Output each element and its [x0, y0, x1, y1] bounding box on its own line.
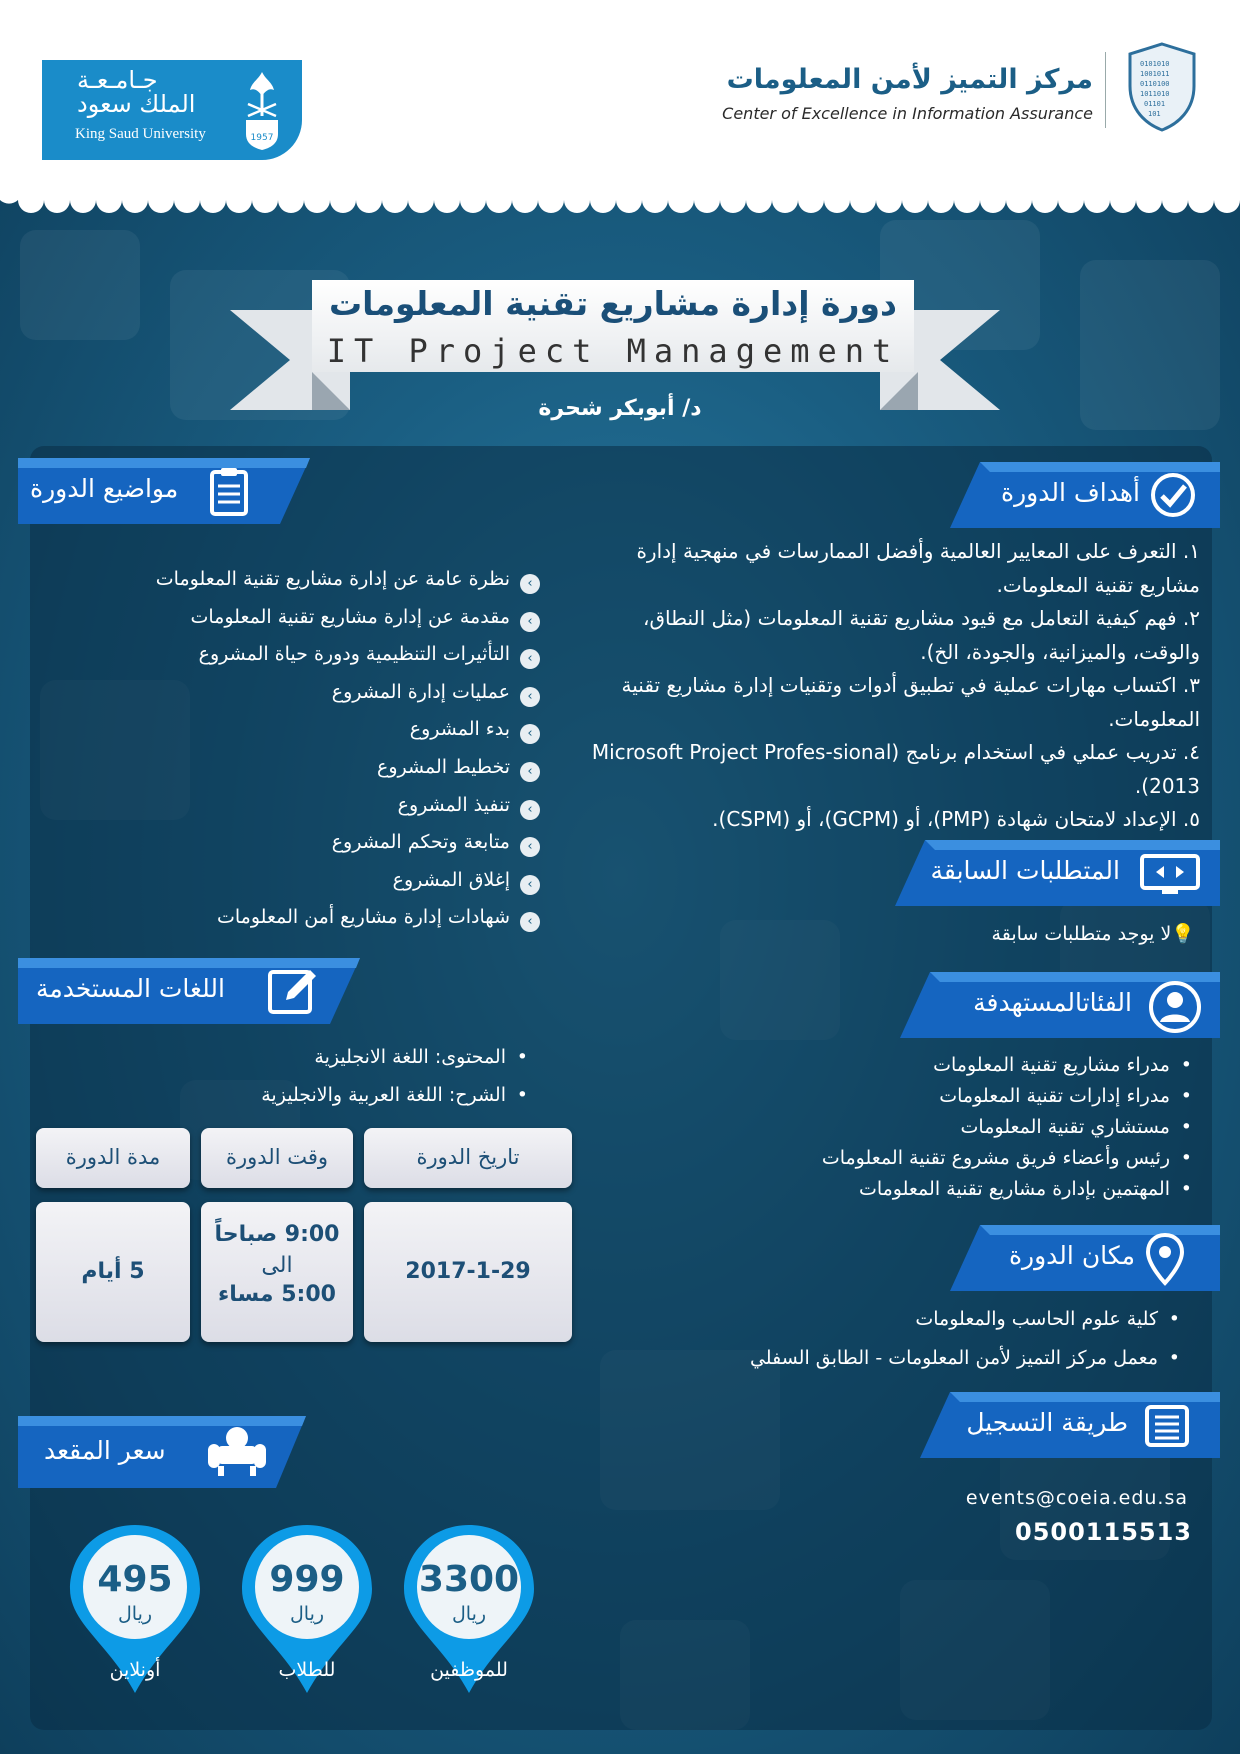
goal-item: ١. التعرف على المعايير العالمية وأفضل الممارسات في منهجية إدارة مشاريع تقنية المعلومات.	[636, 539, 1200, 597]
coe-name-en: Center of Excellence in Information Assurance	[722, 104, 1093, 123]
ksu-logo-en: King Saud University	[75, 126, 206, 142]
topic-item	[40, 794, 540, 832]
ksu-logo-ar2: الملك سعود	[77, 90, 196, 118]
time-value	[201, 1202, 353, 1342]
audience-heading-tag	[900, 972, 1220, 1038]
topic-item	[40, 643, 540, 681]
location-list	[620, 1308, 1180, 1386]
edit-icon	[266, 964, 320, 1018]
topic-label: عمليات إدارة المشروع	[331, 680, 510, 703]
languages-heading: اللغات المستخدمة	[36, 974, 225, 1003]
svg-text:0101010: 0101010	[1140, 60, 1170, 68]
price-pin-online	[68, 1523, 202, 1703]
chevron-right-icon: ›	[520, 649, 540, 669]
goals-heading: أهداف الدورة	[1001, 478, 1140, 507]
price-currency: ريال	[451, 1603, 487, 1625]
price-value: 495	[97, 1559, 173, 1600]
ksu-emblem-icon	[242, 68, 282, 152]
topic-label: مقدمة عن إدارة مشاريع تقنية المعلومات	[190, 605, 510, 628]
chevron-right-icon: ›	[520, 724, 540, 744]
svg-text:1001011: 1001011	[1140, 70, 1170, 78]
course-title-en: IT Project Management	[326, 332, 900, 370]
goals-heading-tag	[950, 462, 1220, 528]
topic-label: تنفيذ المشروع	[397, 793, 510, 816]
audience-item: • مدراء مشاريع تقنية المعلومات	[632, 1054, 1192, 1085]
topic-label: نظرة عامة عن إدارة مشاريع تقنية المعلومات	[155, 568, 510, 590]
svg-text:101: 101	[1148, 110, 1161, 118]
prerequisites-heading-tag	[895, 840, 1220, 906]
language-item: • الشرح: اللغة العربية والانجليزية	[68, 1084, 528, 1122]
topic-label: إغلاق المشروع	[392, 868, 510, 891]
topic-item	[40, 718, 540, 756]
chevron-right-icon: ›	[520, 687, 540, 707]
topic-item	[40, 568, 540, 606]
topic-item	[40, 606, 540, 644]
chevron-right-icon: ›	[520, 912, 540, 932]
armchair-icon	[204, 1424, 270, 1480]
prerequisites-text	[840, 922, 1195, 945]
languages-heading-tag	[18, 958, 360, 1024]
chevron-right-icon: ›	[520, 837, 540, 857]
price-label: للطلاب	[278, 1659, 336, 1681]
divider	[1105, 52, 1106, 128]
coe-name-ar: مركز التميز لأمن المعلومات	[726, 64, 1093, 95]
instructor-name: د/ أبوبكر شحرة	[538, 396, 702, 421]
screen-arrows-icon	[1138, 852, 1202, 896]
time-header: وقت الدورة	[201, 1128, 353, 1188]
goal-item: ٢. فهم كيفية التعامل مع قيود مشاريع تقنية المعلومات (مثل النطاق، والوقت، والميزانية، والجودة، الخ).	[643, 606, 1200, 664]
languages-list	[68, 1046, 528, 1122]
audience-heading: الفئاتالمستهدفة	[973, 988, 1132, 1017]
time-start: 9:00 صباحاً	[214, 1222, 340, 1247]
date-value: 2017-1-29	[364, 1202, 572, 1342]
check-circle-icon	[1150, 472, 1196, 518]
shield-icon	[1122, 40, 1202, 134]
location-heading: مكان الدورة	[1008, 1241, 1135, 1270]
chevron-right-icon: ›	[520, 612, 540, 632]
time-to: الى	[261, 1253, 293, 1278]
price-value: 3300	[418, 1559, 520, 1600]
location-pin-icon	[1144, 1231, 1186, 1287]
topic-item	[40, 681, 540, 719]
topic-label: بدء المشروع	[409, 718, 510, 741]
topics-list	[40, 568, 540, 944]
price-label: للموظفين	[430, 1659, 508, 1681]
registration-heading: طريقة التسجيل	[966, 1408, 1128, 1437]
price-currency: ريال	[289, 1603, 325, 1625]
topic-label: شهادات إدارة مشاريع أمن المعلومات	[217, 906, 510, 929]
topic-item	[40, 906, 540, 944]
date-header: تاريخ الدورة	[364, 1128, 572, 1188]
topic-item	[40, 756, 540, 794]
goals-list	[570, 535, 1200, 837]
language-item: • المحتوى: اللغة الانجليزية	[68, 1046, 528, 1084]
time-end: 5:00 مساء	[218, 1282, 336, 1307]
pricing-heading-tag	[18, 1416, 306, 1488]
topic-label: التأثيرات التنظيمية ودورة حياة المشروع	[198, 643, 510, 666]
price-pin-students	[240, 1523, 374, 1703]
price-pin-employees	[402, 1523, 536, 1703]
registration-email[interactable]: events@coeia.edu.sa	[965, 1487, 1188, 1509]
svg-text:0110100: 0110100	[1140, 80, 1170, 88]
chevron-right-icon: ›	[520, 800, 540, 820]
ksu-logo	[42, 60, 302, 160]
goal-item: ٥. الإعداد لامتحان شهادة (PMP)، أو (GCPM)، أو (CSPM).	[712, 807, 1200, 831]
topics-heading-tag	[18, 458, 310, 524]
prerequisites-value: لا يوجد متطلبات سابقة	[991, 923, 1172, 945]
ksu-year: 1957	[250, 133, 274, 143]
list-form-icon	[1144, 1404, 1190, 1448]
svg-text:1011010: 1011010	[1140, 90, 1170, 98]
chevron-right-icon: ›	[520, 875, 540, 895]
location-heading-tag	[950, 1225, 1220, 1291]
location-item: • كلية علوم الحاسب والمعلومات	[620, 1308, 1180, 1347]
goal-item: ٤. تدريب عملي في استخدام برنامج (Microsoft Project Profes-sional 2013).	[591, 740, 1200, 798]
registration-heading-tag	[920, 1392, 1220, 1458]
topic-item	[40, 831, 540, 869]
price-label: أونلاين	[109, 1659, 161, 1681]
clipboard-icon	[208, 466, 250, 518]
chevron-right-icon: ›	[520, 762, 540, 782]
bulb-icon: 💡	[1171, 923, 1195, 945]
svg-text:01101: 01101	[1144, 100, 1166, 108]
goal-item: ٣. اكتساب مهارات عملية في تطبيق أدوات وتقنيات إدارة مشاريع تقنية المعلومات.	[621, 673, 1200, 731]
coe-logo	[580, 40, 1240, 140]
price-value: 999	[269, 1559, 345, 1600]
chevron-right-icon: ›	[520, 574, 540, 594]
duration-header: مدة الدورة	[36, 1128, 190, 1188]
topic-label: متابعة وتحكم المشروع	[331, 831, 510, 854]
topic-item	[40, 869, 540, 907]
registration-phone[interactable]: 0500115513	[1015, 1518, 1192, 1546]
header	[0, 0, 1240, 200]
header-scallop-edge	[0, 192, 1240, 222]
pricing-heading: سعر المقعد	[44, 1436, 166, 1465]
audience-item: • مستشاري تقنية المعلومات	[632, 1116, 1192, 1147]
audience-list	[632, 1054, 1192, 1209]
duration-value: 5 أيام	[36, 1202, 190, 1342]
course-title-ar: دورة إدارة مشاريع تقنية المعلومات	[329, 284, 897, 323]
ksu-logo-ar1: جـامـعـة	[77, 66, 158, 94]
price-currency: ريال	[117, 1603, 153, 1625]
audience-item: • رئيس وأعضاء فريق مشروع تقنية المعلومات	[632, 1147, 1192, 1178]
topics-heading: مواضيع الدورة	[30, 474, 179, 503]
prerequisites-heading: المتطلبات السابقة	[930, 856, 1120, 885]
topic-label: تخطيط المشروع	[377, 755, 510, 778]
audience-item: • المهتمين بإدارة مشاريع تقنية المعلومات	[632, 1178, 1192, 1209]
audience-item: • مدراء إدارات تقنية المعلومات	[632, 1085, 1192, 1116]
location-item: • معمل مركز التميز لأمن المعلومات - الطابق السفلي	[620, 1347, 1180, 1386]
user-icon	[1148, 980, 1202, 1034]
